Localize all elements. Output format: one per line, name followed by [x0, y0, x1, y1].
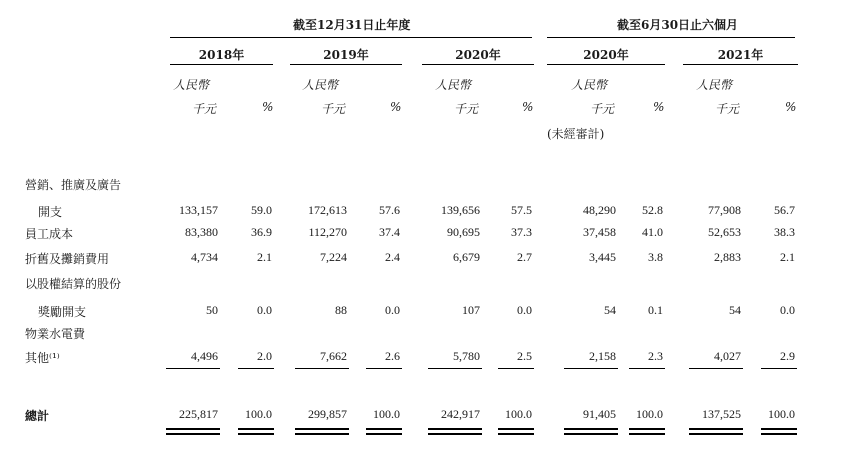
cell-value: 2.3 — [648, 349, 663, 363]
cell-value: 57.6 — [379, 203, 400, 217]
row-label: 折舊及攤銷費用 — [25, 252, 110, 266]
year-header-3: 2020年 — [583, 48, 629, 62]
cell-value: 172,613 — [308, 203, 347, 217]
subtotal-underline-v3 — [564, 368, 618, 369]
year-underline-0 — [170, 64, 273, 65]
unit-currency-0: 人民幣 — [173, 78, 210, 92]
group-underline-six-months — [547, 37, 795, 38]
subtotal-underline-p3 — [629, 368, 665, 369]
total-double-underline-b-v0 — [166, 433, 220, 435]
subtotal-underline-v1 — [295, 368, 349, 369]
cell-value: 0.0 — [257, 303, 272, 317]
group-underline-annual — [170, 37, 532, 38]
year-underline-1 — [290, 64, 402, 65]
cell-value: 37.4 — [379, 225, 400, 239]
cell-value: 2.5 — [517, 349, 532, 363]
unit-currency-2: 人民幣 — [435, 78, 472, 92]
cell-value: 57.5 — [511, 203, 532, 217]
cell-value: 36.9 — [251, 225, 272, 239]
cell-value: 59.0 — [251, 203, 272, 217]
total-double-underline-a-v1 — [295, 428, 349, 430]
cell-value: 4,496 — [191, 349, 218, 363]
subtotal-underline-p0 — [238, 368, 274, 369]
total-double-underline-b-v4 — [689, 433, 743, 435]
subtotal-underline-v2 — [428, 368, 482, 369]
unit-percent-1: % — [390, 100, 402, 114]
total-double-underline-b-p1 — [366, 433, 402, 435]
row-label: 以股權結算的股份 — [25, 277, 122, 291]
total-value: 100.0 — [373, 407, 400, 421]
total-double-underline-b-v2 — [428, 433, 482, 435]
total-double-underline-b-p4 — [761, 433, 797, 435]
unit-percent-3: % — [653, 100, 665, 114]
subtotal-underline-p1 — [366, 368, 402, 369]
cell-value: 83,380 — [185, 225, 218, 239]
unit-thousand-1: 千元 — [321, 102, 346, 116]
unit-thousand-4: 千元 — [715, 102, 740, 116]
unit-currency-1: 人民幣 — [302, 78, 339, 92]
cell-value: 2.4 — [385, 250, 400, 264]
unaudited-note: (未經審計) — [547, 127, 605, 141]
cell-value: 38.3 — [774, 225, 795, 239]
total-double-underline-a-p4 — [761, 428, 797, 430]
total-label: 總計 — [25, 409, 50, 423]
cell-value: 2.1 — [780, 250, 795, 264]
year-underline-4 — [683, 64, 798, 65]
cell-value: 54 — [604, 303, 616, 317]
cell-value: 0.0 — [780, 303, 795, 317]
cell-value: 3,445 — [589, 250, 616, 264]
subtotal-underline-v0 — [166, 368, 220, 369]
total-value: 299,857 — [308, 407, 347, 421]
total-double-underline-a-p1 — [366, 428, 402, 430]
cell-value: 77,908 — [708, 203, 741, 217]
year-header-1: 2019年 — [323, 48, 369, 62]
row-label: 其他⁽¹⁾ — [25, 351, 60, 365]
year-underline-3 — [547, 64, 665, 65]
total-double-underline-a-p2 — [498, 428, 534, 430]
total-double-underline-b-p2 — [498, 433, 534, 435]
cell-value: 2.1 — [257, 250, 272, 264]
year-header-2: 2020年 — [455, 48, 501, 62]
unit-percent-4: % — [785, 100, 797, 114]
cell-value: 52,653 — [708, 225, 741, 239]
subtotal-underline-v4 — [689, 368, 743, 369]
unit-percent-0: % — [262, 100, 274, 114]
year-header-0: 2018年 — [198, 48, 245, 62]
subtotal-underline-p2 — [498, 368, 534, 369]
cell-value: 48,290 — [583, 203, 616, 217]
total-double-underline-b-p3 — [629, 433, 665, 435]
row-label: 物業水電費 — [25, 327, 86, 341]
total-double-underline-a-p3 — [629, 428, 665, 430]
cell-value: 90,695 — [447, 225, 480, 239]
row-label: 開支 — [38, 205, 63, 219]
total-double-underline-b-v1 — [295, 433, 349, 435]
cell-value: 5,780 — [453, 349, 480, 363]
cell-value: 2.7 — [517, 250, 532, 264]
cell-value: 0.0 — [385, 303, 400, 317]
unit-thousand-0: 千元 — [192, 102, 217, 116]
cell-value: 7,662 — [320, 349, 347, 363]
cell-value: 41.0 — [642, 225, 663, 239]
subtotal-underline-p4 — [761, 368, 797, 369]
cell-value: 37.3 — [511, 225, 532, 239]
total-value: 137,525 — [702, 407, 741, 421]
total-value: 100.0 — [505, 407, 532, 421]
unit-currency-3: 人民幣 — [571, 78, 608, 92]
cell-value: 107 — [462, 303, 480, 317]
total-double-underline-a-v4 — [689, 428, 743, 430]
total-value: 100.0 — [636, 407, 663, 421]
cell-value: 4,734 — [191, 250, 218, 264]
cell-value: 2.0 — [257, 349, 272, 363]
total-value: 225,817 — [179, 407, 218, 421]
total-value: 91,405 — [583, 407, 616, 421]
total-value: 242,917 — [441, 407, 480, 421]
cell-value: 52.8 — [642, 203, 663, 217]
row-label: 員工成本 — [25, 227, 74, 241]
cell-value: 6,679 — [453, 250, 480, 264]
total-double-underline-a-v2 — [428, 428, 482, 430]
cell-value: 4,027 — [714, 349, 741, 363]
total-value: 100.0 — [768, 407, 795, 421]
cell-value: 2.6 — [385, 349, 400, 363]
total-double-underline-a-v0 — [166, 428, 220, 430]
cell-value: 3.8 — [648, 250, 663, 264]
cell-value: 56.7 — [774, 203, 795, 217]
total-double-underline-b-v3 — [564, 433, 618, 435]
cell-value: 7,224 — [320, 250, 347, 264]
unit-percent-2: % — [522, 100, 534, 114]
group-header-six-months: 截至6月30日止六個月 — [617, 18, 739, 32]
row-label: 營銷、推廣及廣告 — [25, 178, 122, 192]
cell-value: 112,270 — [308, 225, 347, 239]
cell-value: 0.1 — [648, 303, 663, 317]
cell-value: 133,157 — [179, 203, 218, 217]
year-header-4: 2021年 — [717, 48, 764, 62]
unit-thousand-3: 千元 — [590, 102, 615, 116]
cell-value: 88 — [335, 303, 347, 317]
cell-value: 54 — [729, 303, 741, 317]
year-underline-2 — [422, 64, 534, 65]
total-value: 100.0 — [245, 407, 272, 421]
group-header-annual: 截至12月31日止年度 — [293, 18, 411, 32]
unit-currency-4: 人民幣 — [696, 78, 733, 92]
cell-value: 0.0 — [517, 303, 532, 317]
cell-value: 2.9 — [780, 349, 795, 363]
total-double-underline-a-p0 — [238, 428, 274, 430]
unit-thousand-2: 千元 — [454, 102, 479, 116]
cell-value: 2,883 — [714, 250, 741, 264]
cell-value: 2,158 — [589, 349, 616, 363]
cell-value: 139,656 — [441, 203, 480, 217]
cell-value: 50 — [206, 303, 218, 317]
total-double-underline-b-p0 — [238, 433, 274, 435]
total-double-underline-a-v3 — [564, 428, 618, 430]
cell-value: 37,458 — [583, 225, 616, 239]
row-label: 獎勵開支 — [38, 305, 87, 319]
